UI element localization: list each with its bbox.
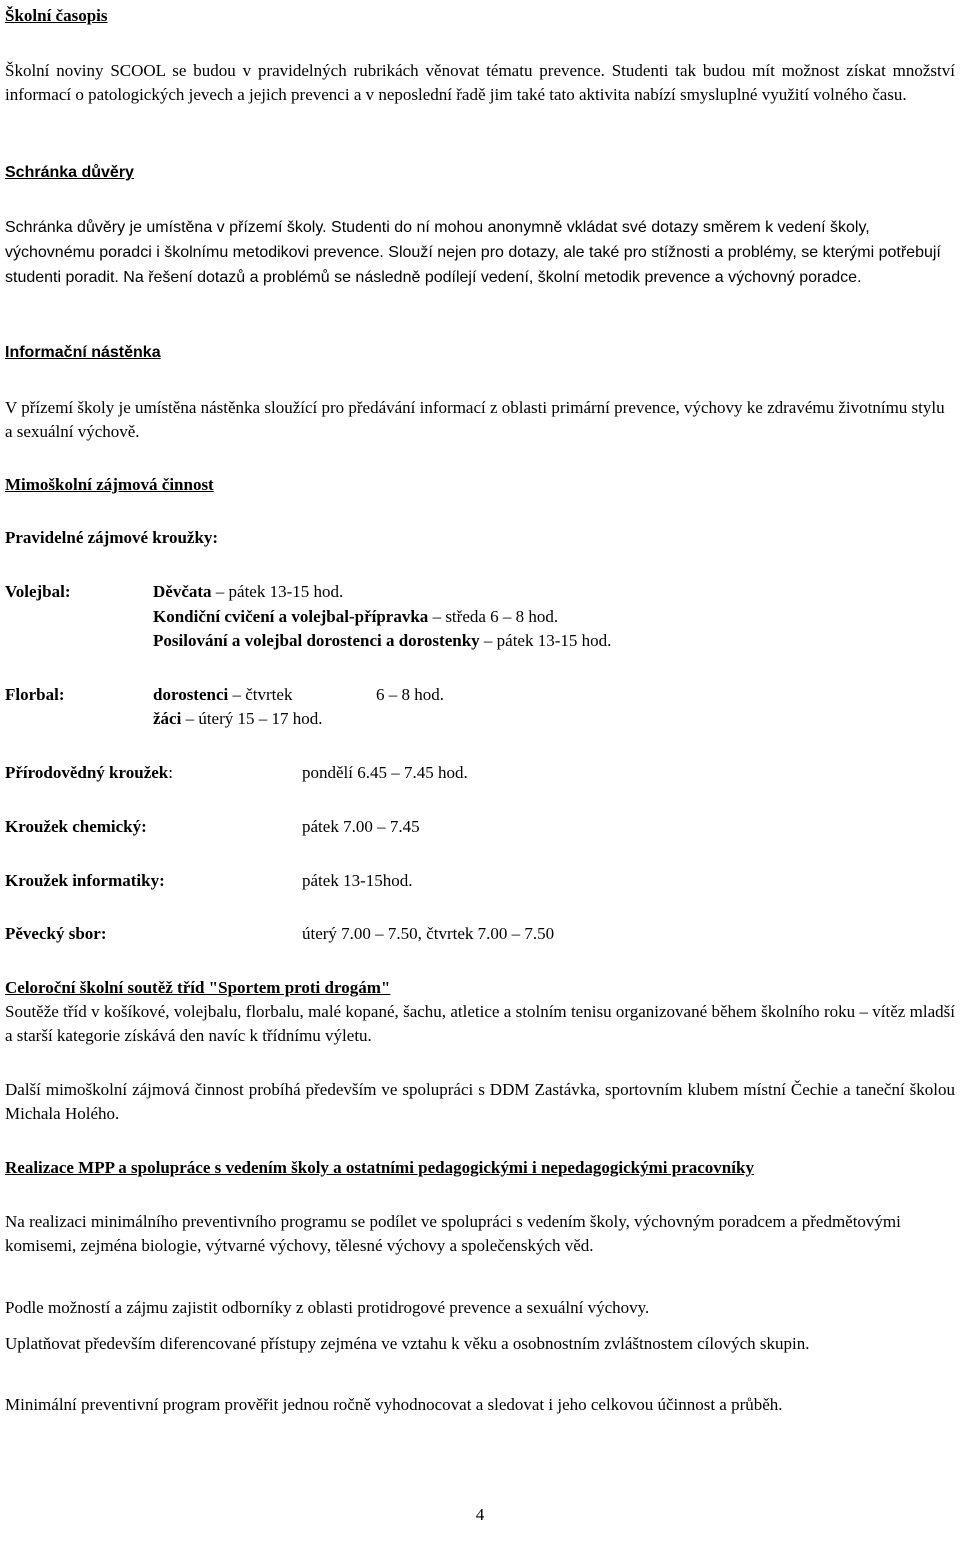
- heading-sportem-proti-drogam: Celoroční školní soutěž tříd "Sportem proti drogám": [5, 978, 391, 997]
- heading-schranka-duvery: Schránka důvěry: [5, 164, 134, 181]
- volejbal-row-2-group: Kondiční cvičení a volejbal-přípravka: [153, 607, 429, 626]
- label-informatiky: Kroužek informatiky:: [5, 871, 165, 890]
- paragraph-realizace-1: Na realizaci minimálního preventivního programu se podílet ve spolupráci s vedením školy, výchovným poradcem a předmětovými komisemi, zejména biologie, výtvarné výchovy, tělesné výchovy a společenských věd.: [5, 1212, 901, 1255]
- paragraph-soutez-trid: Soutěže tříd v košíkové, volejbalu, florbalu, malé kopané, šachu, atletice a stolním tenisu organizované během školního roku – vítěz mladší a starší kategorie získává den navíc k třídnímu výletu.: [5, 1002, 955, 1045]
- volejbal-row-3: [153, 629, 611, 653]
- label-florbal: Florbal:: [5, 685, 65, 704]
- paragraph-dalsi-cinnost: Další mimoškolní zájmová činnost probíhá především ve spolupráci s DDM Zastávka, sportovním klubem místní Čechie a taneční školou Michala Holého.: [5, 1080, 955, 1123]
- volejbal-row-3-group: Posilování a volejbal dorostenci a dorostenky: [153, 631, 480, 650]
- volejbal-row-1: [153, 580, 343, 604]
- florbal-row-2-group: žáci: [153, 709, 182, 728]
- label-prirodovedny-colon: :: [168, 763, 173, 782]
- value-chemicky: pátek 7.00 – 7.45: [302, 817, 420, 836]
- paragraph-skolni-casopis: Školní noviny SCOOL se budou v pravidelných rubrikách věnovat tématu prevence. Studenti tak budou mít možnost získat množství informací o patologických jevech a jejich prevenci a v neposlední řadě jim také tato aktivita nabízí smysluplné využití volného času.: [5, 61, 955, 104]
- florbal-row-1-group: dorostenci: [153, 685, 229, 704]
- value-prirodovedny: pondělí 6.45 – 7.45 hod.: [302, 763, 468, 782]
- label-prirodovedny: [5, 761, 173, 785]
- florbal-row-1-time: 6 – 8 hod.: [376, 685, 444, 704]
- label-volejbal: Volejbal:: [5, 582, 71, 601]
- heading-realizace-mpp: Realizace MPP a spolupráce s vedením školy a ostatními pedagogickými i nepedagogickými pracovníky: [5, 1158, 754, 1177]
- label-prirodovedny-text: Přírodovědný kroužek: [5, 763, 169, 782]
- florbal-row-2-time: – úterý 15 – 17 hod.: [181, 709, 323, 728]
- heading-skolni-casopis: Školní časopis: [5, 6, 108, 25]
- paragraph-realizace-3: Uplatňovat především diferencované přístupy zejména ve vztahu k věku a osobnostním zvláštnostem cílových skupin.: [5, 1334, 810, 1353]
- volejbal-row-3-time: – pátek 13-15 hod.: [479, 631, 612, 650]
- paragraph-schranka-duvery: Schránka důvěry je umístěna v přízemí školy. Studenti do ní mohou anonymně vkládat své dotazy směrem k vedení školy, výchovnému poradci i školnímu metodikovi prevence. Slouží nejen pro dotazy, ale také pro stížnosti a problémy, se kterými potřebují studenti poradit. Na řešení dotazů a problémů se následně podílejí vedení, školní metodik prevence a výchovný poradce.: [5, 219, 941, 286]
- subheading-krouzky: Pravidelné zájmové kroužky:: [5, 528, 219, 547]
- heading-mimoskolni-cinnost: Mimoškolní zájmová činnost: [5, 475, 214, 494]
- value-pevecky-sbor: úterý 7.00 – 7.50, čtvrtek 7.00 – 7.50: [302, 924, 555, 943]
- paragraph-realizace-4: Minimální preventivní program prověřit jednou ročně vyhodnocovat a sledovat i jeho celkovou účinnost a průběh.: [5, 1395, 783, 1414]
- florbal-row-2: [153, 707, 323, 731]
- page-number: 4: [475, 1505, 485, 1524]
- volejbal-row-2: [153, 605, 558, 629]
- paragraph-informacni-nastenka: V přízemí školy je umístěna nástěnka sloužící pro předávání informací z oblasti primární prevence, výchovy ke zdravému životnímu stylu a sexuální výchově.: [5, 398, 945, 441]
- label-chemicky: Kroužek chemický:: [5, 817, 147, 836]
- value-informatiky: pátek 13-15hod.: [302, 871, 413, 890]
- florbal-row-1: [153, 683, 292, 707]
- heading-informacni-nastenka: Informační nástěnka: [5, 344, 161, 361]
- paragraph-realizace-2: Podle možností a zájmu zajistit odborníky z oblasti protidrogové prevence a sexuální výchovy.: [5, 1298, 650, 1317]
- volejbal-row-2-time: – středa 6 – 8 hod.: [428, 607, 559, 626]
- label-pevecky-sbor: Pěvecký sbor:: [5, 924, 107, 943]
- florbal-row-1-day: – čtvrtek: [228, 685, 293, 704]
- volejbal-row-1-time: – pátek 13-15 hod.: [211, 582, 344, 601]
- volejbal-row-1-group: Děvčata: [153, 582, 212, 601]
